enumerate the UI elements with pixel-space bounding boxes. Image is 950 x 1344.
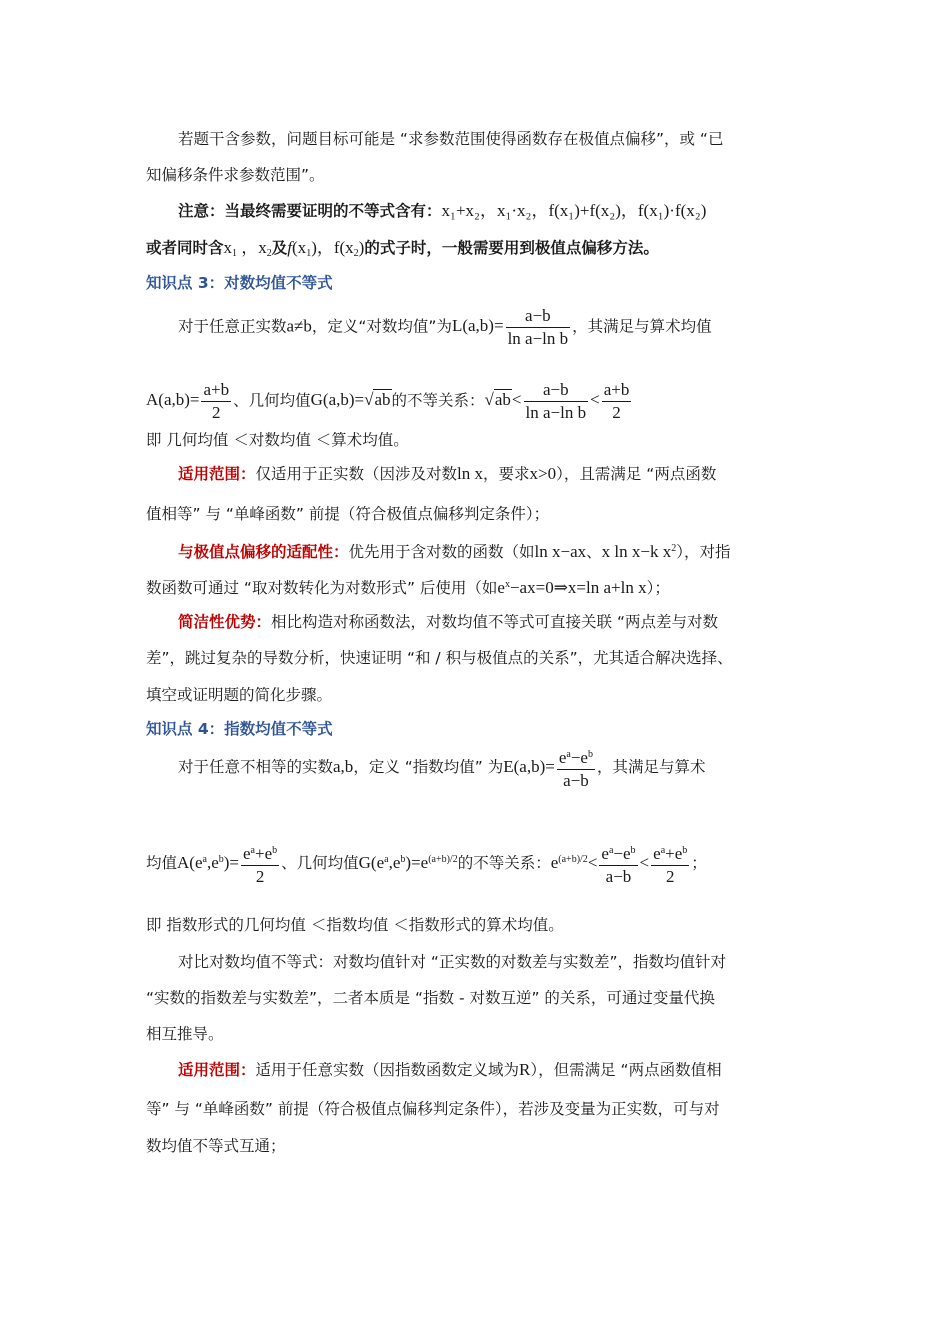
kp3-scope-line-1 [178,462,810,486]
kp4-scope-R: R [519,1060,531,1079]
kp4-def-vars: a,b [333,756,354,776]
kp4-def-a: 对于任意不相等的实数 [178,757,334,776]
kp3-summary: 即 几何均值 ＜对数均值 ＜算术均值。 [146,431,409,449]
kp3-fit-b: 、 [586,543,602,561]
kp4-compare-line-3: 相互推导。 [146,1025,224,1043]
kp4-scope-a: 适用于任意实数（因指数函数定义域为 [255,1061,520,1079]
kp4-definition [178,744,810,788]
kp3-scope-c: ），且需满足 “两点函数 [556,465,717,483]
kp3-scope-label: 适用范围： [178,465,256,483]
kp3-def-a: 对于任意正实数 [178,317,287,336]
kp3-title: 知识点 3：对数均值不等式 [146,274,333,292]
kp3-fit-func-1: ln x−ax [534,542,587,561]
kp3-scope-cond: x>0 [529,464,557,483]
kp3-scope-line-2: 值相等” 与 “单峰函数” 前提（符合极值点偏移判定条件）； [146,505,550,523]
note-line2-fx: $f(x_1)$，$f(x_2)$ [287,238,365,259]
kp4-arith-mean: $A(e^a,e^b)=$ $\frac{e^a+e^b}{2}$ [177,853,281,872]
note-line2-a: 或者同时含 [146,239,224,257]
kp3-scope-lnx: ln x [457,464,484,483]
note-line-2: 或者同时含$x_1$ ，$x_2$及$f(x_1)$，$f(x_2)$的式子时，一般需要用到极值点偏移方法。 [146,238,659,259]
kp3-fit-c: ），对指 [676,543,731,561]
note-expr-1: x₁+x₂，x₁·x₂，f(x₁)+f(x₂)，f(x₁)·f(x₂) [441,201,707,220]
kp3-inequality: √ab< $\frac{a-b}{\text{ln a−ln b}}$ < $\frac{a+b}{2}$ [484,380,630,422]
kp4-exp-mean-formula: E(a,b)= $\frac{e^a-e^b}{a-b}$ [503,757,597,776]
note-line2-b: 的式子时，一般需要用到极值点偏移方法。 [364,239,659,257]
kp3-fit-l2b: ）； [646,579,670,597]
kp4-scope-line-2: 等” 与 “单峰函数” 前提（符合极值点偏移判定条件），若涉及变量为正实数，可与对 [146,1100,720,1118]
kp4-rel-c: 的不等关系： [457,853,551,872]
kp3-fit-line-1 [178,537,810,564]
kp3-relation [146,379,810,422]
kp3-geo-mean: G(a,b)=√ab [310,390,391,410]
kp4-relation [146,840,810,890]
kp3-definition [178,305,810,348]
kp4-geo-mean: $G(e^a,e^b)=e^{(a+b)/2}$ [358,852,458,872]
note-line-1 [178,199,810,223]
intro-line-1: 若题干含参数，问题目标可能是 “求参数范围使得函数存在极值点偏移”，或 “已 [178,130,724,148]
kp4-scope-b: ），但需满足 “两点函数值相 [530,1061,722,1079]
kp3-rel-a: 、几何均值 [233,391,311,410]
kp4-rel-b: 、几何均值 [281,853,359,872]
kp4-def-c: ，其满足与算术 [596,757,706,776]
kp3-fit-func-2: x ln x−k $x^2$ [601,542,677,561]
kp3-adv-line-3: 填空或证明题的简化步骤。 [146,686,333,704]
kp4-summary: 即 指数形式的几何均值 ＜指数均值 ＜指数形式的算术均值。 [146,916,564,934]
kp3-adv-label: 简洁性优势： [178,613,272,631]
kp3-scope-b: ，要求 [483,465,530,483]
kp4-rel-a: 均值 [146,853,178,872]
kp3-adv-l1: 相比构造对称函数法，对数均值不等式可直接关联 “两点差与对数 [271,613,718,631]
kp4-title: 知识点 4：指数均值不等式 [146,720,333,738]
kp4-rel-end: ； [691,853,707,872]
note-label: 注意：当最终需要证明的不等式含有： [178,202,442,220]
kp3-adv-line-1 [178,610,810,634]
kp3-arith-mean: A(a,b)= $\frac{a+b}{2}$ [146,380,230,422]
kp4-scope-line-1 [178,1058,810,1082]
kp3-def-b: ，定义“对数均值”为 [311,317,452,336]
kp3-fit-l2a: 数函数可通过 “取对数转化为对数形式” 后使用（如 [146,579,498,597]
kp3-rel-b: 的不等关系： [391,391,485,410]
kp4-compare-line-2: “实数的指数差与实数差”，二者本质是 “指数 - 对数互逆” 的关系，可通过变量代换 [146,989,715,1007]
kp3-fit-a: 优先用于含对数的函数（如 [348,543,535,561]
kp3-scope-a: 仅适用于正实数（因涉及对数 [255,465,458,483]
kp3-adv-line-2: 差”，跳过复杂的导数分析，快速证明 “和 / 积与极值点的关系”，尤其适合解决选择、 [146,649,733,667]
kp3-log-mean-formula: L(a,b)= $\frac{a-b}{\text{ln a−ln b}}$ [451,306,569,348]
kp3-fit-label: 与极值点偏移的适配性： [178,543,349,561]
kp3-def-cond: a≠b [286,316,312,336]
kp4-def-b: ，定义 “指数均值” 为 [353,757,504,776]
kp4-scope-line-3: 数均值不等式互通； [146,1137,286,1155]
kp3-fit-example: $e^x-ax=0\Rightarrow x=\ln$ a+ln x [497,578,647,597]
kp3-fit-line-2 [146,573,810,600]
kp4-inequality: $e^{(a+b)/2}<$ $\frac{e^a-e^b}{a-b}$ < $\frac{e^a+e^b}{2}$ [551,853,692,872]
note-line2-vars: $x_1$ ，$x_2$ [223,238,272,259]
kp4-compare-line-1: 对比对数均值不等式：对数均值针对 “正实数的对数差与实数差”，指数均值针对 [178,953,726,971]
kp4-scope-label: 适用范围： [178,1061,256,1079]
intro-line-2: 知偏移条件求参数范围”。 [146,166,325,184]
kp3-def-c: ，其满足与算术均值 [572,317,712,336]
